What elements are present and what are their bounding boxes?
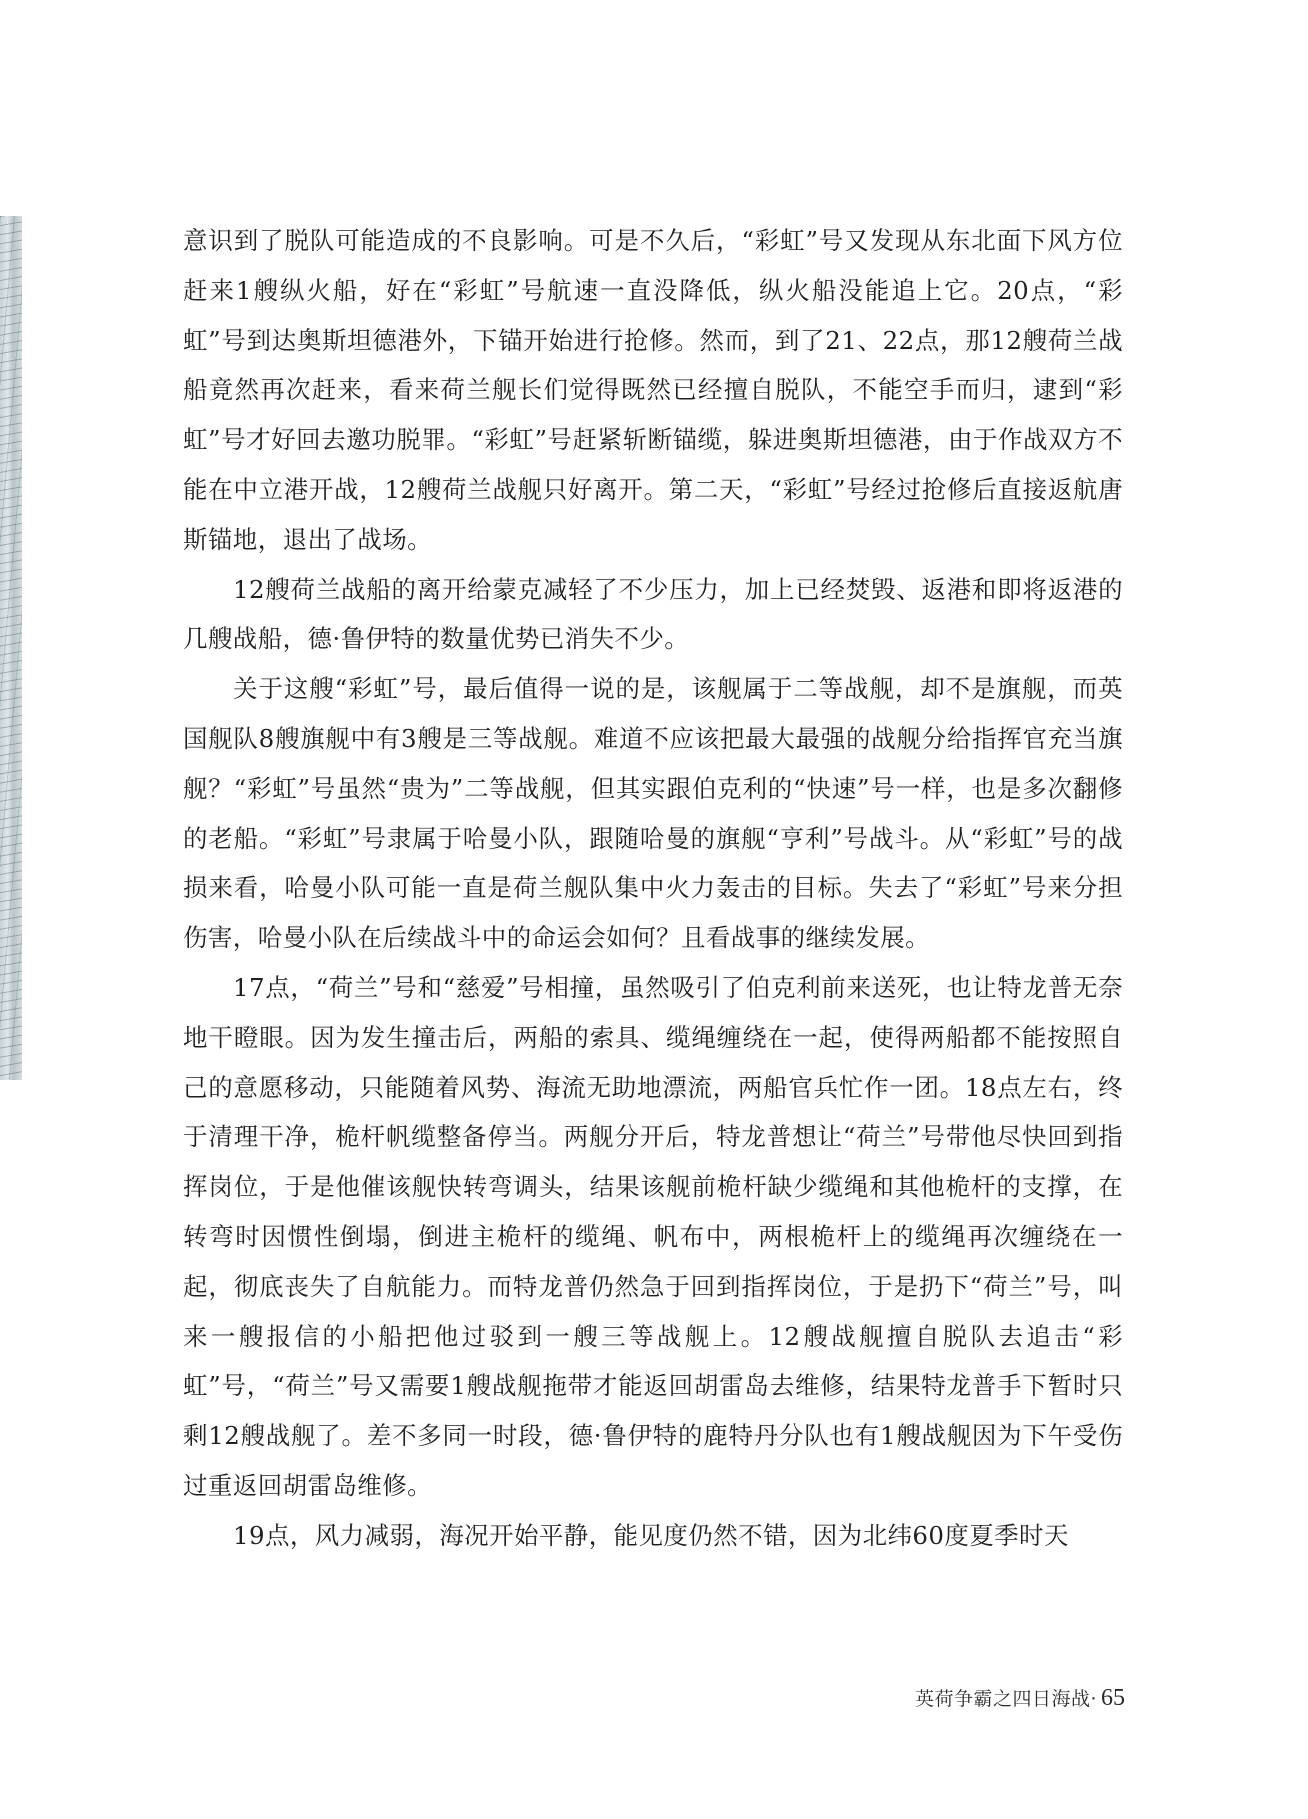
page-number: 65 (1101, 1685, 1125, 1711)
paragraph-1: 意识到了脱队可能造成的不良影响。可是不久后，“彩虹”号又发现从东北面下风方位赶来1艘纵火船，好在“彩虹”号航速一直没降低，纵火船没能追上它。20点，“彩虹”号到达奥斯坦德港外，下锚开始进行抢修。然而，到了21、22点，那12艘荷兰战船竟然再次赶来，看来荷兰舰长们觉得既然已经擅自脱队，不能空手而归，逮到“彩虹”号才好回去邀功脱罪。“彩虹”号赶紧斩断锚缆，躲进奥斯坦德港，由于作战双方不能在中立港开战，12艘荷兰战舰只好离开。第二天，“彩虹”号经过抢修后直接返航唐斯锚地，退出了战场。 (183, 226, 1123, 554)
edge-illustration-strip (0, 216, 22, 1080)
engraving-texture (0, 216, 22, 1080)
paragraph-3: 关于这艘“彩虹”号，最后值得一说的是，该舰属于二等战舰，却不是旗舰，而英国舰队8艘旗舰中有3艘是三等战舰。难道不应该把最大最强的战舰分给指挥官充当旗舰？“彩虹”号虽然“贵为”二等战舰，但其实跟伯克利的“快速”号一样，也是多次翻修的老船。“彩虹”号隶属于哈曼小队，跟随哈曼的旗舰“亨利”号战斗。从“彩虹”号的战损来看，哈曼小队可能一直是荷兰舰队集中火力轰击的目标。失去了“彩虹”号来分担伤害，哈曼小队在后续战斗中的命运会如何？且看战事的继续发展。 (183, 674, 1123, 953)
paragraph-2: 12艘荷兰战船的离开给蒙克减轻了不少压力，加上已经焚毁、返港和即将返港的几艘战船，德·鲁伊特的数量优势已消失不少。 (183, 574, 1123, 654)
paragraph-4: 17点，“荷兰”号和“慈爱”号相撞，虽然吸引了伯克利前来送死，也让特龙普无奈地干瞪眼。因为发生撞击后，两船的索具、缆绳缠绕在一起，使得两船都不能按照自己的意愿移动，只能随着风势、海流无助地漂流，两船官兵忙作一团。18点左右，终于清理干净，桅杆帆缆整备停当。两舰分开后，特龙普想让“荷兰”号带他尽快回到指挥岗位，于是他催该舰快转弯调头，结果该舰前桅杆缺少缆绳和其他桅杆的支撑，在转弯时因惯性倒塌，倒进主桅杆的缆绳、帆布中，两根桅杆上的缆绳再次缠绕在一起，彻底丧失了自航能力。而特龙普仍然急于回到指挥岗位，于是扔下“荷兰”号，叫来一艘报信的小船把他过驳到一艘三等战舰上。12艘战舰擅自脱队去追击“彩虹”号，“荷兰”号又需要1艘战舰拖带才能返回胡雷岛去维修，结果特龙普手下暂时只剩12艘战舰了。差不多同一时段，德·鲁伊特的鹿特丹分队也有1艘战舰因为下午受伤过重返回胡雷岛维修。 (183, 972, 1123, 1500)
paragraph-5: 19点，风力减弱，海况开始平静，能见度仍然不错，因为北纬60度夏季时天 (233, 1520, 1069, 1550)
running-title: 英荷争霸之四日海战· (914, 1688, 1097, 1710)
body-text (183, 216, 1123, 1561)
page-footer (915, 1684, 1125, 1712)
